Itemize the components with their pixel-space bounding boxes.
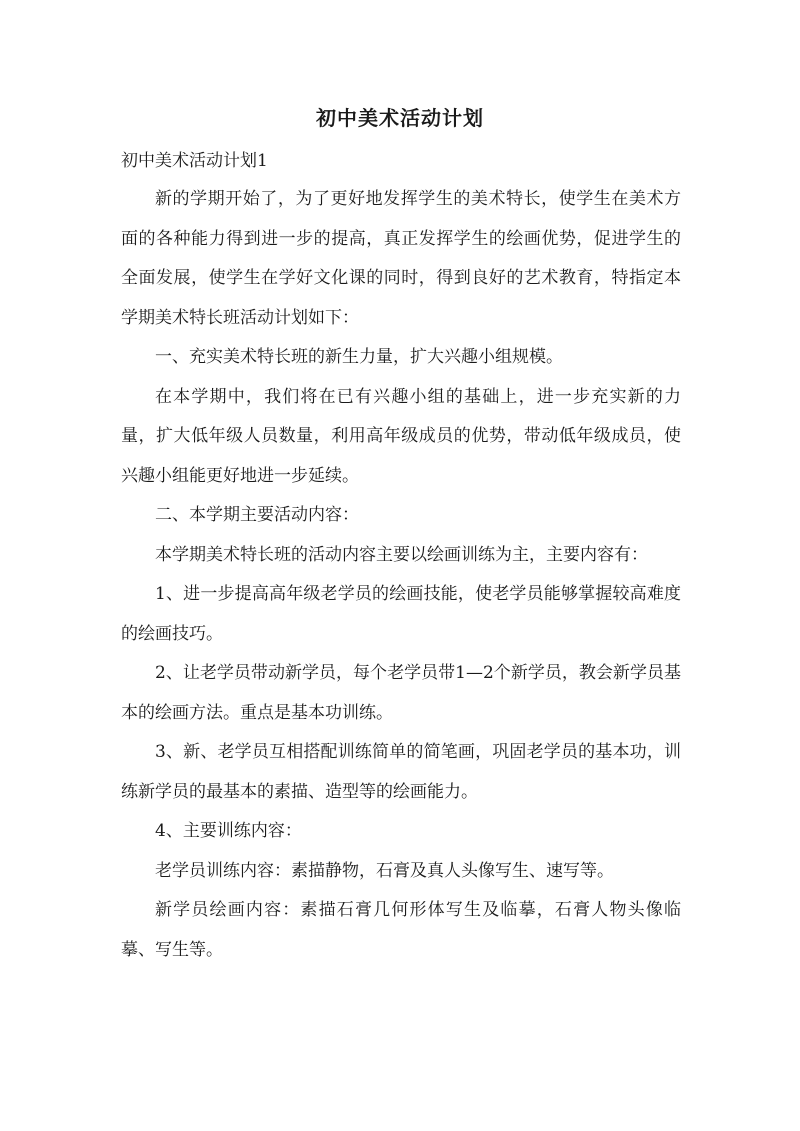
section-heading-1: 一、充实美术特长班的新生力量，扩大兴趣小组规模。 (155, 347, 563, 367)
training-content-new-students: 新学员绘画内容：素描石膏几何形体写生及临摹，石膏人物头像临摹、写生等。 (121, 900, 681, 960)
document-subtitle: 初中美术活动计划1 (121, 151, 268, 171)
section-heading-2: 二、本学期主要活动内容： (155, 505, 359, 525)
list-item-4: 4、主要训练内容： (155, 821, 302, 841)
list-item-2: 2、让老学员带动新学员，每个老学员带1—2个新学员，教会新学员基本的绘画方法。重点是基本功训练。 (121, 663, 681, 723)
paragraph-section-1: 在本学期中，我们将在已有兴趣小组的基础上，进一步充实新的力量，扩大低年级人员数量，利用高年级成员的优势，带动低年级成员，使兴趣小组能更好地进一步延续。 (121, 386, 681, 486)
paragraph-section-2: 本学期美术特长班的活动内容主要以绘画训练为主，主要内容有： (155, 544, 648, 565)
training-content-old-students: 老学员训练内容：素描静物，石膏及真人头像写生、速写等。 (155, 860, 614, 881)
list-item-3: 3、新、老学员互相搭配训练简单的简笔画，巩固老学员的基本功，训练新学员的最基本的素描、造型等的绘画能力。 (121, 742, 681, 802)
paragraph-intro: 新的学期开始了，为了更好地发挥学生的美术特长，使学生在美术方面的各种能力得到进一步的提高，真正发挥学生的绘画优势，促进学生的全面发展，使学生在学好文化课的同时，得到良好的艺术教育，特指定本学期美术特长班活动计划如下： (121, 189, 681, 328)
document-body (121, 180, 681, 970)
document-title: 初中美术活动计划 (316, 106, 484, 130)
list-item-1: 1、进一步提高高年级老学员的绘画技能，使老学员能够掌握较高难度的绘画技巧。 (121, 584, 681, 644)
